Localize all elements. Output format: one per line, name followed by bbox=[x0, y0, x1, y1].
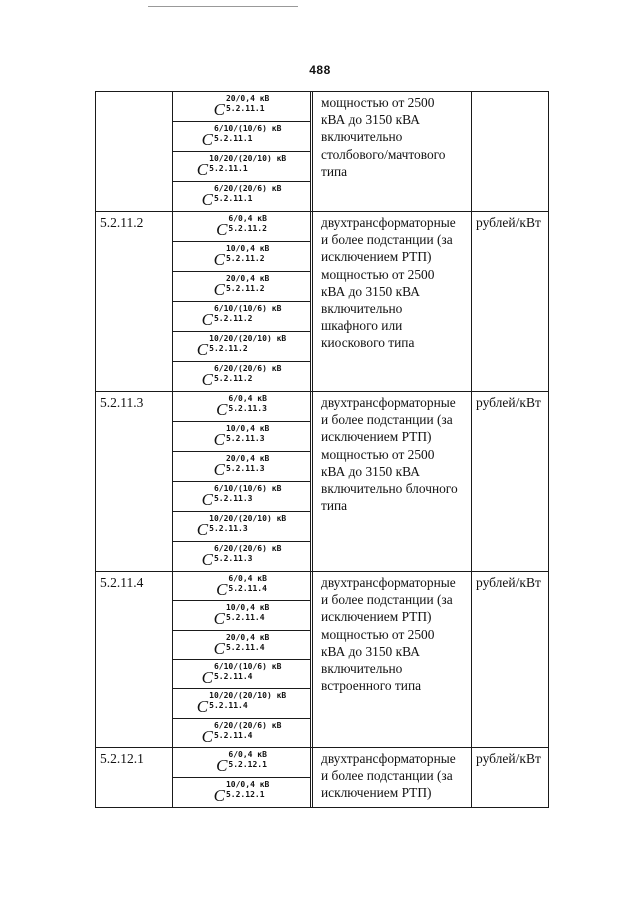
symbol-base: C bbox=[213, 280, 225, 299]
tariff-symbol-box bbox=[173, 422, 310, 452]
tariff-symbol-box bbox=[173, 92, 310, 122]
symbol-subscript: 5.2.11.3 bbox=[225, 464, 265, 473]
symbol-superscript: 10/0,4 кВ bbox=[225, 424, 270, 433]
symbol-superscript: 6/0,4 кВ bbox=[228, 394, 267, 403]
description-cell: мощностью от 2500 кВА до 3150 кВА включительно столбового/мачтового типа bbox=[316, 92, 472, 211]
symbol-base: C bbox=[201, 310, 213, 329]
tariff-symbol bbox=[202, 485, 282, 508]
symbol-subscript: 5.2.11.1 bbox=[213, 194, 253, 203]
symbol-base: C bbox=[201, 190, 213, 209]
symbol-subscript: 5.2.12.1 bbox=[225, 789, 265, 799]
tariff-symbol bbox=[214, 604, 270, 627]
top-rule bbox=[148, 6, 298, 7]
symbol-base: C bbox=[201, 490, 213, 509]
tariff-symbol bbox=[202, 545, 282, 568]
symbol-base: C bbox=[213, 609, 225, 629]
tariff-symbol bbox=[214, 275, 270, 298]
symbol-base: C bbox=[213, 100, 225, 119]
symbol-base: C bbox=[196, 160, 209, 179]
symbol-superscript: 10/20/(20/10) кВ bbox=[209, 334, 287, 343]
symbol-base: C bbox=[213, 430, 225, 449]
symbol-subscript: 5.2.11.4 bbox=[225, 642, 265, 652]
symbol-superscript: 6/20/(20/6) кВ bbox=[213, 544, 282, 553]
symbol-subscript: 5.2.11.4 bbox=[213, 671, 253, 681]
unit-cell bbox=[472, 92, 548, 211]
symbol-base: C bbox=[216, 220, 228, 239]
tariff-symbol bbox=[202, 305, 282, 328]
symbol-base: C bbox=[213, 250, 225, 269]
symbol-subscript: 5.2.11.2 bbox=[213, 314, 253, 323]
tariff-symbol-box bbox=[173, 512, 310, 542]
tariff-symbol bbox=[214, 781, 270, 804]
unit-cell: рублей/кВт bbox=[476, 751, 541, 766]
symbol-subscript: 5.2.11.4 bbox=[225, 613, 265, 623]
symbol-subscript: 5.2.11.2 bbox=[209, 344, 248, 353]
tariff-symbol-box bbox=[173, 601, 310, 630]
tariff-symbol-box bbox=[173, 272, 310, 302]
symbol-subscript: 5.2.11.2 bbox=[228, 224, 267, 233]
symbol-superscript: 6/0,4 кВ bbox=[228, 574, 267, 583]
tariff-symbol-box bbox=[173, 332, 310, 362]
symbol-subscript: 5.2.11.3 bbox=[213, 554, 253, 563]
tariff-symbol bbox=[202, 722, 282, 745]
tariff-symbol bbox=[214, 634, 270, 657]
code-cell: 5.2.11.2 bbox=[96, 212, 173, 391]
description-cell: двухтрансформаторные и более подстанции (за исключением РТП) bbox=[316, 748, 472, 807]
symbol-superscript: 10/20/(20/10) кВ bbox=[209, 514, 287, 523]
symbol-superscript: 20/0,4 кВ bbox=[225, 632, 270, 642]
symbol-base: C bbox=[196, 520, 209, 539]
tariff-symbol-box bbox=[173, 182, 310, 212]
symbol-subscript: 5.2.11.3 bbox=[213, 494, 253, 503]
description-cell: двухтрансформаторные и более подстанции (за исключением РТП) мощностью от 2500 кВА до 3150 кВА включительно блочного типа bbox=[316, 392, 472, 571]
symbol-cell bbox=[173, 92, 313, 211]
code-cell: 5.2.11.4 bbox=[96, 572, 173, 747]
symbol-cell bbox=[173, 748, 313, 807]
symbol-subscript: 5.2.11.3 bbox=[228, 404, 267, 413]
tariff-symbol-box bbox=[173, 122, 310, 152]
tariff-symbol-box bbox=[173, 719, 310, 748]
tariff-symbol-box bbox=[173, 689, 310, 718]
symbol-superscript: 6/10/(10/6) кВ bbox=[213, 124, 282, 133]
tariff-symbol bbox=[202, 663, 282, 686]
code-cell bbox=[96, 92, 173, 211]
symbol-superscript: 10/0,4 кВ bbox=[225, 244, 270, 253]
symbol-superscript: 20/0,4 кВ bbox=[225, 94, 270, 103]
symbol-base: C bbox=[216, 580, 228, 599]
symbol-superscript: 10/0,4 кВ bbox=[225, 603, 270, 613]
symbol-superscript: 6/0,4 кВ bbox=[228, 214, 267, 223]
symbol-subscript: 5.2.11.1 bbox=[225, 104, 265, 113]
symbol-cell bbox=[173, 392, 313, 571]
tariff-symbol bbox=[202, 125, 282, 148]
tariff-symbol bbox=[202, 185, 282, 208]
symbol-subscript: 5.2.11.1 bbox=[213, 134, 253, 143]
symbol-superscript: 6/20/(20/6) кВ bbox=[213, 720, 282, 730]
tariff-symbol-box bbox=[173, 242, 310, 272]
symbol-base: C bbox=[213, 638, 225, 658]
symbol-cell bbox=[173, 572, 313, 747]
tariff-symbol-box bbox=[173, 482, 310, 512]
tariff-symbol bbox=[214, 95, 270, 118]
symbol-subscript: 5.2.11.3 bbox=[225, 434, 265, 443]
tariff-symbol-box bbox=[173, 152, 310, 182]
symbol-superscript: 6/20/(20/6) кВ bbox=[213, 184, 282, 193]
tariff-symbol bbox=[214, 425, 270, 448]
tariff-symbol bbox=[216, 215, 267, 238]
tariff-symbol-box bbox=[173, 212, 310, 242]
tariff-symbol-box bbox=[173, 748, 310, 778]
table-row bbox=[96, 92, 548, 212]
symbol-base: C bbox=[216, 400, 228, 419]
tariff-symbol-box bbox=[173, 631, 310, 660]
symbol-subscript: 5.2.11.4 bbox=[213, 730, 253, 740]
tariff-symbol-box bbox=[173, 362, 310, 392]
symbol-superscript: 6/10/(10/6) кВ bbox=[213, 304, 282, 313]
tariff-symbol bbox=[216, 751, 267, 774]
symbol-base: C bbox=[216, 756, 228, 775]
tariff-symbol bbox=[202, 365, 282, 388]
table-row bbox=[96, 212, 548, 392]
symbol-superscript: 6/10/(10/6) кВ bbox=[213, 484, 282, 493]
tariff-symbol-box bbox=[173, 572, 310, 601]
unit-cell: рублей/кВт bbox=[476, 215, 541, 230]
symbol-superscript: 6/20/(20/6) кВ bbox=[213, 364, 282, 373]
code-cell: 5.2.12.1 bbox=[96, 748, 173, 807]
symbol-subscript: 5.2.11.2 bbox=[213, 374, 253, 383]
symbol-superscript: 10/20/(20/10) кВ bbox=[209, 154, 287, 163]
tariff-symbol bbox=[197, 692, 286, 715]
symbol-cell bbox=[173, 212, 313, 391]
symbol-base: C bbox=[213, 460, 225, 479]
symbol-superscript: 10/20/(20/10) кВ bbox=[209, 691, 287, 701]
symbol-subscript: 5.2.11.4 bbox=[228, 584, 267, 593]
tariff-symbol bbox=[216, 575, 267, 598]
table-row bbox=[96, 748, 548, 807]
symbol-subscript: 5.2.11.2 bbox=[225, 254, 265, 263]
tariff-symbol-box bbox=[173, 452, 310, 482]
symbol-base: C bbox=[201, 130, 213, 149]
symbol-base: C bbox=[196, 697, 209, 717]
tariff-symbol bbox=[214, 455, 270, 478]
symbol-base: C bbox=[201, 726, 213, 746]
description-cell: двухтрансформаторные и более подстанции (за исключением РТП) мощностью от 2500 кВА до 3150 кВА включительно шкафного или киоскового типа bbox=[316, 212, 472, 391]
symbol-subscript: 5.2.12.1 bbox=[228, 760, 267, 769]
tariff-table bbox=[95, 91, 549, 808]
symbol-superscript: 10/0,4 кВ bbox=[225, 779, 270, 789]
symbol-superscript: 6/10/(10/6) кВ bbox=[213, 661, 282, 671]
symbol-base: C bbox=[201, 667, 213, 687]
unit-cell: рублей/кВт bbox=[476, 575, 541, 590]
unit-cell: рублей/кВт bbox=[476, 395, 541, 410]
page-number: 488 bbox=[309, 63, 331, 77]
symbol-base: C bbox=[201, 550, 213, 569]
symbol-superscript: 6/0,4 кВ bbox=[228, 750, 267, 759]
symbol-base: C bbox=[201, 370, 213, 389]
symbol-subscript: 5.2.11.3 bbox=[209, 524, 248, 533]
tariff-symbol-box bbox=[173, 660, 310, 689]
symbol-superscript: 20/0,4 кВ bbox=[225, 454, 270, 463]
symbol-base: C bbox=[196, 340, 209, 359]
description-cell: двухтрансформаторные и более подстанции (за исключением РТП) мощностью от 2500 кВА до 3150 кВА включительно встроенного типа bbox=[316, 572, 472, 747]
tariff-symbol bbox=[216, 395, 267, 418]
table-row bbox=[96, 572, 548, 748]
symbol-base: C bbox=[213, 785, 225, 805]
tariff-symbol bbox=[197, 515, 286, 538]
tariff-symbol bbox=[197, 155, 286, 178]
tariff-symbol bbox=[214, 245, 270, 268]
symbol-superscript: 20/0,4 кВ bbox=[225, 274, 270, 283]
tariff-symbol bbox=[197, 335, 286, 358]
tariff-symbol-box bbox=[173, 778, 310, 808]
symbol-subscript: 5.2.11.4 bbox=[209, 701, 248, 711]
tariff-symbol-box bbox=[173, 302, 310, 332]
symbol-subscript: 5.2.11.1 bbox=[209, 164, 248, 173]
tariff-symbol-box bbox=[173, 542, 310, 572]
tariff-symbol-box bbox=[173, 392, 310, 422]
table-row bbox=[96, 392, 548, 572]
code-cell: 5.2.11.3 bbox=[96, 392, 173, 571]
symbol-subscript: 5.2.11.2 bbox=[225, 284, 265, 293]
